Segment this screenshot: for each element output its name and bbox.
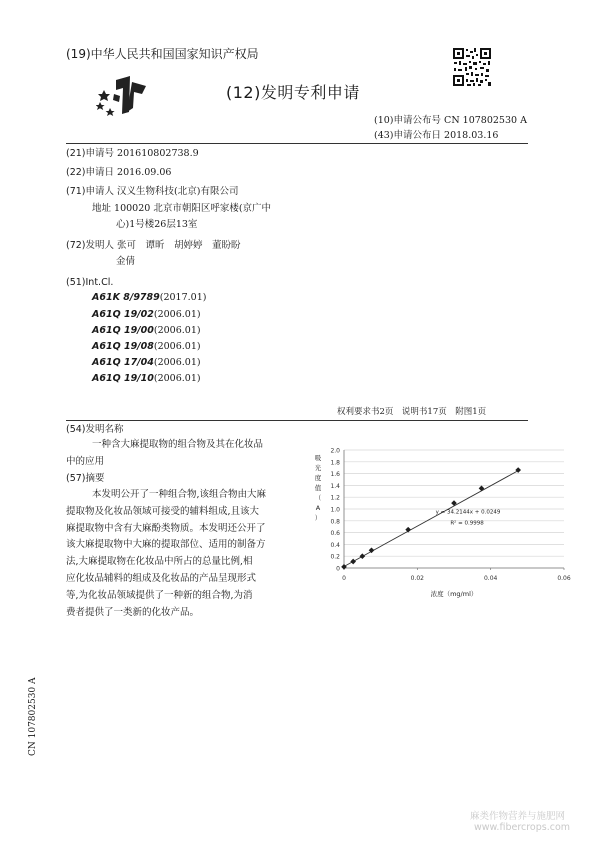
- data-point: [350, 559, 356, 565]
- header-divider: [66, 143, 528, 144]
- calibration-chart: [308, 440, 590, 610]
- application-number-label: (21)申请号: [66, 148, 115, 159]
- y-tick-label: 2.0: [330, 447, 340, 455]
- ipc-entry: [92, 357, 201, 368]
- qr-code: [452, 47, 492, 87]
- y-axis-title-char: 吸: [314, 454, 322, 462]
- address-label: 地址: [92, 203, 112, 214]
- y-tick-label: 1.0: [330, 506, 340, 514]
- inventors-line-1: 张可 谭昕 胡婷婷 董盼盼: [117, 240, 241, 251]
- ipc-version: (2006.01): [153, 357, 201, 368]
- ipc-code: A61Q 19/02: [92, 309, 154, 320]
- publication-number-label: (10)申请公布号: [374, 115, 442, 126]
- ipc-entry: [92, 309, 201, 320]
- issuing-office: (19)中华人民共和国国家知识产权局: [66, 47, 259, 61]
- ipc-entry: [92, 341, 201, 352]
- invention-title-line-1: 一种含大麻提取物的组合物及其在化妆品: [92, 439, 264, 450]
- int-cl-label: (51)Int.Cl.: [66, 277, 114, 288]
- ipc-version: (2006.01): [153, 341, 201, 352]
- data-point: [405, 527, 411, 533]
- y-tick-label: 1.4: [330, 482, 340, 490]
- application-number: 201610802738.9: [117, 148, 199, 159]
- trendline: [344, 471, 518, 567]
- address-line-2: 心)1号楼26层13室: [116, 219, 198, 230]
- ipc-code: A61Q 19/00: [92, 325, 154, 336]
- side-publication-number: [28, 677, 44, 760]
- abstract-line: 提取物及化妆品领域可接受的辅料组成,且该大: [66, 505, 260, 517]
- application-date-label: (22)申请日: [66, 167, 115, 178]
- x-tick-label: 0.04: [483, 575, 498, 582]
- x-tick-label: 0.06: [557, 575, 571, 582]
- calibration-chart-svg: [308, 440, 590, 610]
- ipc-version: (2006.01): [153, 373, 201, 384]
- ipc-version: (2017.01): [159, 292, 207, 303]
- y-axis-title-char: 度: [314, 474, 322, 482]
- publication-date-row: [374, 129, 498, 143]
- y-tick-label: 0.8: [330, 518, 340, 526]
- abstract-label: (57)摘要: [66, 473, 105, 484]
- inventors-label: (72)发明人: [66, 240, 115, 251]
- x-tick-label: 0.02: [410, 575, 425, 582]
- abstract-line: 等,为化妆品领域提供了一种新的组合物,为消: [66, 589, 253, 601]
- y-tick-label: 0.6: [330, 530, 340, 538]
- ipc-code: A61Q 19/10: [92, 373, 154, 384]
- abstract-line: 应化妆品辅料的组成及化妆品的产品呈现形式: [66, 572, 257, 584]
- y-axis-title-char: 值: [314, 484, 322, 492]
- data-point: [360, 553, 366, 559]
- abstract-line: 法,大麻提取物在化妆品中所占的总量比例,相: [66, 556, 253, 568]
- cnipa-emblem-icon: [96, 72, 156, 122]
- watermark-title: 麻类作物营养与施肥网: [470, 811, 566, 822]
- y-axis-title-char: ）: [314, 514, 322, 522]
- abstract-line: 本发明公开了一种组合物,该组合物由大麻: [92, 489, 267, 500]
- trendline-equation: y = 34.2144x + 0.0249: [435, 509, 501, 516]
- abstract-line: 费者提供了一类新的化妆产品。: [66, 606, 200, 618]
- abstract-line: 麻提取物中含有大麻酚类物质。本发明还公开了: [66, 522, 266, 534]
- publication-number: CN 107802530 A: [444, 115, 527, 126]
- application-date: 2016.09.06: [117, 167, 172, 178]
- y-tick-label: 1.6: [330, 471, 340, 479]
- watermark-url: www.fibercrops.com: [474, 822, 571, 833]
- y-tick-label: 1.8: [330, 459, 340, 467]
- address-row: [92, 202, 271, 216]
- ipc-code: A61Q 19/08: [92, 341, 154, 352]
- applicant-row: [66, 185, 238, 199]
- document-type: (12)发明专利申请: [226, 83, 360, 102]
- ipc-entry: [92, 292, 206, 303]
- application-date-row: [66, 166, 171, 180]
- y-tick-label: 1.2: [330, 494, 340, 502]
- y-axis-title-char: （: [314, 494, 322, 502]
- inventors-line-2: 金倩: [116, 256, 136, 267]
- ipc-entry: [92, 325, 201, 336]
- address-line-1: 100020 北京市朝阳区呼家楼(京广中: [114, 203, 272, 214]
- ipc-version: (2006.01): [153, 325, 201, 336]
- side-publication-number-text: CN 107802530 A: [28, 677, 38, 756]
- r-squared-label: R² = 0.9998: [450, 520, 484, 527]
- abstract-body: [66, 487, 298, 621]
- x-tick-label: 0: [342, 575, 346, 582]
- application-number-row: [66, 147, 199, 161]
- ipc-code: A61Q 17/04: [92, 357, 154, 368]
- publication-date-label: (43)申请公布日: [374, 130, 442, 141]
- x-axis-title: 浓度（mg/ml）: [430, 590, 478, 598]
- data-point: [341, 564, 347, 570]
- y-tick-label: 0: [336, 565, 340, 573]
- y-axis-title-char: A: [315, 504, 321, 512]
- y-tick-label: 0.2: [330, 553, 340, 561]
- ipc-code: A61K 8/9789: [92, 292, 160, 303]
- applicant-name: 汉义生物科技(北京)有限公司: [117, 186, 239, 197]
- ipc-version: (2006.01): [153, 309, 201, 320]
- title-label: (54)发明名称: [66, 424, 124, 435]
- invention-title-line-2: 中的应用: [66, 456, 105, 467]
- page-count-info: 权利要求书2页 说明书17页 附图1页: [337, 407, 487, 417]
- pages-divider: [66, 420, 528, 421]
- abstract-line: 该大麻提取物中大麻的提取部位、适用的制备方: [66, 539, 266, 551]
- publication-number-row: [374, 114, 527, 128]
- inventors-row: [66, 239, 241, 253]
- ipc-entry: [92, 373, 201, 384]
- applicant-label: (71)申请人: [66, 186, 115, 197]
- publication-date: 2018.03.16: [444, 130, 499, 141]
- data-point: [479, 486, 485, 492]
- y-tick-label: 0.4: [330, 541, 340, 549]
- y-axis-title-char: 光: [314, 464, 322, 472]
